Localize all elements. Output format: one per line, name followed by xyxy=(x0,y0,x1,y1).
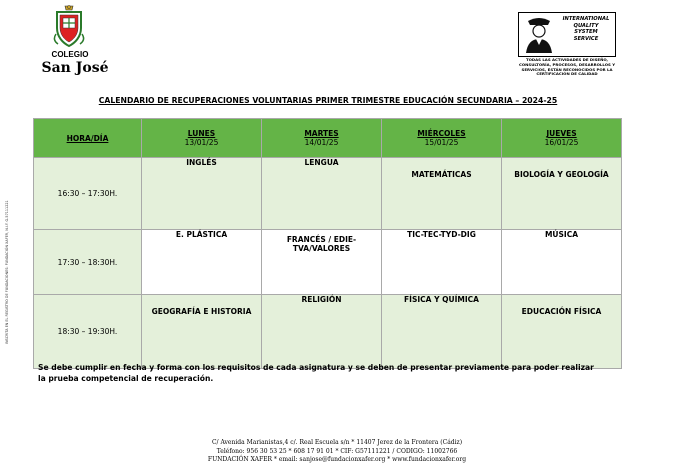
subject-cell: RELIGIÓN xyxy=(262,295,382,369)
subject-cell: GEOGRAFÍA E HISTORIA xyxy=(142,295,262,369)
side-registry-note: INSCRITA EN EL REGISTRO DE FUNDACIONES: FUNDACIÓN XAFER, N.I.F. G-57111221 xyxy=(5,200,9,344)
footer-phone: Teléfono: 956 30 53 25 * 608 17 91 01 * CIF: G57111221 / CODIGO: 11002766 xyxy=(216,447,458,455)
subject-cell: BIOLOGÍA Y GEOLOGÍA xyxy=(502,158,622,230)
school-crest-icon xyxy=(52,4,86,48)
table-row xyxy=(34,230,622,295)
hour-cell: 18:30 – 19:30H. xyxy=(34,295,142,369)
subject-cell: INGLÉS xyxy=(142,158,262,230)
iqs-text xyxy=(559,16,613,42)
subject-cell: FRANCÉS / EDIE-TVA/VALORES xyxy=(262,230,382,295)
school-prefix: COLEGIO xyxy=(51,50,89,59)
subject-cell: MÚSICA xyxy=(502,230,622,295)
table-row xyxy=(34,158,622,230)
subject-cell: MATEMÁTICAS xyxy=(382,158,502,230)
day-header xyxy=(142,119,262,158)
footer xyxy=(120,439,554,465)
page-title: CALENDARIO DE RECUPERACIONES VOLUNTARIAS PRIMER TRIMESTRE EDUCACIÓN SECUNDARIA – 2024-25 xyxy=(98,96,558,105)
day-name: LUNES xyxy=(187,129,216,138)
table-header-row xyxy=(34,119,622,158)
iqs-line: SERVICE xyxy=(573,35,599,42)
iqs-note: TODAS LAS ACTIVIDADES DE DISEÑO, CONSULTORÍA, PROCESOS, DESARROLLOS Y SERVICIOS, ESTÁN RECONOCIDOS POR LA CERTIFICACIÓN DE CALIDAD xyxy=(518,57,616,77)
day-date: 16/01/25 xyxy=(544,138,579,147)
hour-cell: 16:30 – 17:30H. xyxy=(34,158,142,230)
iqs-line: SYSTEM xyxy=(574,29,598,35)
day-header xyxy=(502,119,622,158)
day-name: MARTES xyxy=(304,129,339,138)
day-header xyxy=(382,119,502,158)
subject-cell: EDUCACIÓN FÍSICA xyxy=(502,295,622,369)
schedule-table xyxy=(33,118,622,369)
day-date: 13/01/25 xyxy=(184,138,219,147)
subject-cell: TIC-TEC-TYD-DIG xyxy=(382,230,502,295)
footer-address: C/ Avenida Marianistas,4 c/. Real Escuela s/n * 11407 Jerez de la Frontera (Cádiz) xyxy=(211,439,463,446)
table-row xyxy=(34,295,622,369)
day-name: JUEVES xyxy=(546,129,577,138)
iqs-figure-icon xyxy=(522,15,556,53)
iqs-certification-logo xyxy=(518,12,616,57)
footer-email: FUNDACIÓN XAFER * email: sanjose@fundacionxafer.org * www.fundacionxafer.org xyxy=(207,456,467,463)
day-header xyxy=(262,119,382,158)
iqs-line: QUALITY xyxy=(573,22,599,29)
hour-header: HORA/DÍA xyxy=(34,119,142,158)
day-date: 15/01/25 xyxy=(424,138,459,147)
subject-cell: LENGUA xyxy=(262,158,382,230)
subject-cell: FÍSICA Y QUÍMICA xyxy=(382,295,502,369)
notice-text: Se debe cumplir en fecha y forma con los requisitos de cada asignatura y se deben de presentar previamente para poder realizar la prueba competencial de recuperación. xyxy=(38,363,594,383)
iqs-line: INTERNATIONAL xyxy=(562,16,610,22)
school-name: San José xyxy=(41,60,109,76)
day-date: 14/01/25 xyxy=(304,138,339,147)
hour-cell: 17:30 – 18:30H. xyxy=(34,230,142,295)
day-name: MIÉRCOLES xyxy=(417,129,466,138)
subject-cell: E. PLÁSTICA xyxy=(142,230,262,295)
